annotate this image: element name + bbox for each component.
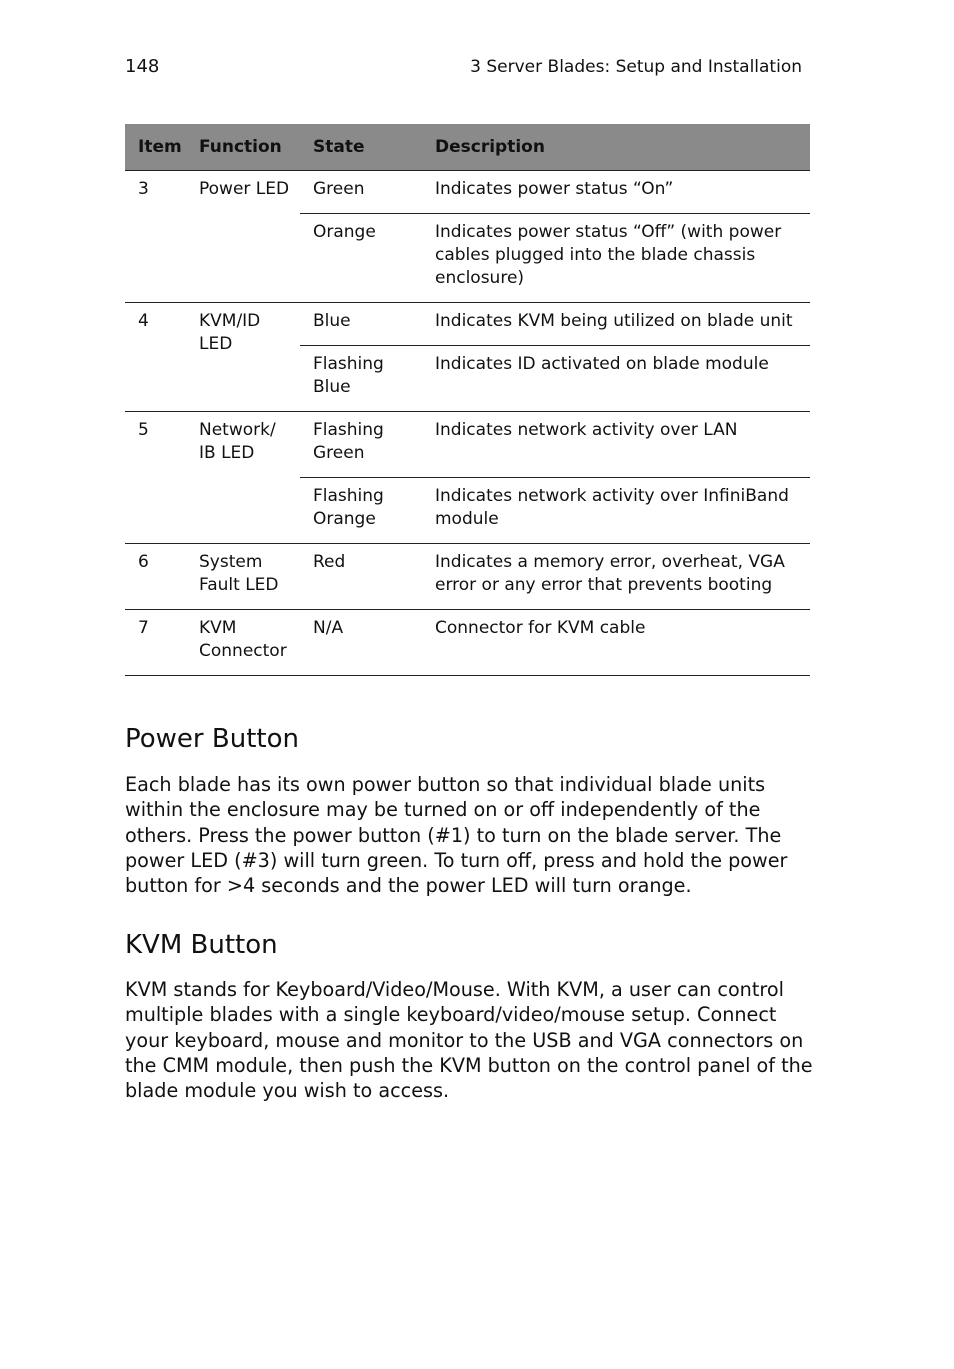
cell-function: Power LED [186,171,300,303]
table-header-row [125,124,810,171]
column-header-state: State [300,124,422,171]
cell-state: Green [300,171,422,214]
table-row [125,412,810,478]
cell-description: Indicates power status “On” [422,171,810,214]
section-body-kvm-button: KVM stands for Keyboard/Video/Mouse. With KVM, a user can control multiple blades with a single keyboard/video/mouse setup. Connect your keyboard, mouse and monitor to the USB and VGA connectors on the CMM module, then push the KVM button on the control panel of the blade module you wish to access. [125,978,813,1103]
section-body-power-button: Each blade has its own power button so that individual blade units within the enclosure may be turned on or off independently of the others. Press the power button (#1) to turn on the blade server. The power LED (#3) will turn green. To turn off, press and hold the power button for >4 seconds and the power LED will turn orange. [125,773,788,898]
cell-item: 5 [125,412,186,544]
cell-description: Indicates a memory error, overheat, VGA error or any error that prevents booting [422,544,810,610]
cell-item: 4 [125,303,186,412]
table-row [125,303,810,346]
table-row [125,544,810,610]
cell-description: Indicates network activity over InfiniBand module [422,478,810,544]
column-header-item: Item [125,124,186,171]
cell-description: Indicates network activity over LAN [422,412,810,478]
cell-item: 7 [125,610,186,676]
cell-state: Blue [300,303,422,346]
cell-state: Red [300,544,422,610]
cell-state: Flashing Blue [300,346,422,412]
cell-function: System Fault LED [186,544,300,610]
cell-function: Network/ IB LED [186,412,300,544]
section-heading-kvm-button: KVM Button [125,930,278,960]
cell-state: Flashing Orange [300,478,422,544]
cell-state: N/A [300,610,422,676]
running-header: 3 Server Blades: Setup and Installation [470,57,802,77]
cell-item: 6 [125,544,186,610]
column-header-function: Function [186,124,300,171]
table-row [125,171,810,214]
cell-state: Flashing Green [300,412,422,478]
cell-description: Indicates KVM being utilized on blade unit [422,303,810,346]
table-row [125,610,810,676]
cell-description: Indicates power status “Off” (with power cables plugged into the blade chassis enclosure) [422,214,810,303]
cell-description: Indicates ID activated on blade module [422,346,810,412]
cell-item: 3 [125,171,186,303]
cell-function: KVM/ID LED [186,303,300,412]
section-heading-power-button: Power Button [125,724,299,754]
column-header-description: Description [422,124,810,171]
led-indicator-table [125,124,810,676]
cell-function: KVM Connector [186,610,300,676]
cell-state: Orange [300,214,422,303]
page-number: 148 [125,56,160,77]
cell-description: Connector for KVM cable [422,610,810,676]
